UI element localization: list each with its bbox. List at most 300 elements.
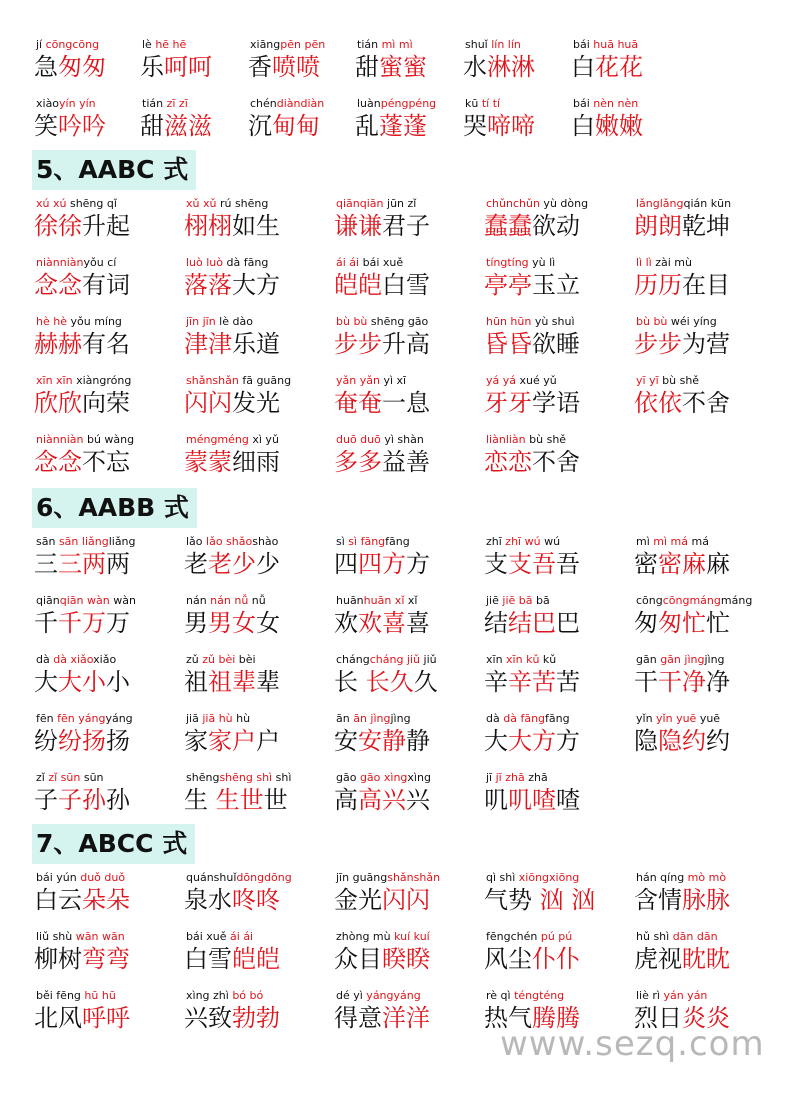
plain-segment: 香 [248,53,272,81]
highlight-segment: hē hē [151,38,187,51]
plain-segment: bái xuě [186,930,227,943]
highlight-segment: 祖辈 [208,668,256,696]
plain-segment: 金光 [334,886,382,914]
plain-segment: 四 [334,550,358,578]
highlight-segment: 闪闪 [184,389,232,417]
highlight-segment: 奄奄 [334,389,382,417]
section-heading: 7、ABCC 式 [32,824,195,864]
plain-segment: rú shēng [216,197,269,210]
hanzi-line [34,447,130,477]
plain-segment: cháng [336,653,370,666]
highlight-segment: 高兴 [358,786,406,814]
plain-segment: bù shě [525,433,567,446]
section-heading: 5、AABC 式 [32,150,196,190]
plain-segment: xiǎo [93,653,117,666]
plain-segment: zhī [486,535,502,548]
plain-segment: tián [357,38,379,51]
plain-segment: 沉 [248,112,272,140]
pinyin-line [486,256,555,270]
highlight-segment: cōngcōng [42,38,100,51]
plain-segment: 叽 [484,786,508,814]
highlight-segment: 落落 [184,271,232,299]
pinyin-line [36,97,96,111]
highlight-segment: 生世 [215,786,264,814]
highlight-segment: zī zī [163,97,188,110]
plain-segment: 众目 [334,945,382,973]
hanzi-line [34,388,130,418]
highlight-segment: 密麻 [658,550,706,578]
watermark: www.sezq.com [500,1024,765,1064]
pinyin-line [336,771,431,785]
plain-segment: 欢 [334,609,358,637]
hanzi-line [463,52,535,82]
plain-segment: zǔ [186,653,199,666]
highlight-segment: dà xiǎo [49,653,94,666]
plain-segment: zài mù [651,256,692,269]
highlight-segment: 花花 [595,53,643,81]
pinyin-line [486,653,556,667]
highlight-segment: huā huā [589,38,639,51]
hanzi-line [184,1003,280,1033]
highlight-segment: mì mì [378,38,413,51]
highlight-segment: 纷扬 [58,727,106,755]
pinyin-line [336,989,421,1003]
plain-segment: shào [252,535,279,548]
highlight-segment: 啼啼 [487,112,535,140]
plain-segment: qián kūn [683,197,732,210]
pinyin-line [36,871,125,885]
pinyin-line [336,712,411,726]
plain-segment: zhòng mù [336,930,391,943]
highlight-segment: wān wān [72,930,125,943]
hanzi-line [34,270,130,300]
plain-segment: 笑 [34,112,58,140]
highlight-segment: 欣欣 [34,389,82,417]
highlight-segment: tí tí [478,97,501,110]
pinyin-line [636,712,720,726]
plain-segment: xīn [486,653,503,666]
plain-segment: dà [36,653,50,666]
highlight-segment: 步步 [634,330,682,358]
pinyin-line [186,989,263,1003]
pinyin-line [357,97,436,111]
plain-segment: qiān [36,594,60,607]
highlight-segment: 汹 汹 [532,886,596,914]
pinyin-line [465,38,521,52]
plain-segment: 急 [34,53,58,81]
plain-segment: bái yún [36,871,77,884]
plain-segment: wú [540,535,561,548]
plain-segment: dà fāng [223,256,269,269]
phrase-row [0,374,800,434]
highlight-segment: bó bó [228,989,264,1002]
pinyin-line [36,594,136,608]
plain-segment: 麻 [706,550,730,578]
plain-segment: 有词 [82,271,130,299]
pinyin-line [573,38,638,52]
plain-segment: liǎng [108,535,136,548]
plain-segment: 密 [634,550,658,578]
hanzi-line [34,608,130,638]
plain-segment: 白 [571,112,595,140]
highlight-segment: péngpéng [380,97,437,110]
highlight-segment: 睽睽 [382,945,430,973]
plain-segment: quánshuǐ [186,871,237,884]
highlight-segment: yín yín [59,97,96,110]
hanzi-line [334,608,430,638]
pinyin-line [186,197,268,211]
pinyin-line [336,871,440,885]
plain-segment: 柳树 [34,945,82,973]
highlight-segment: 栩栩 [184,212,232,240]
plain-segment: shēng [186,771,220,784]
hanzi-line [634,667,730,697]
plain-segment: bái [573,97,590,110]
plain-segment: 风尘 [484,945,532,973]
pinyin-line [142,97,188,111]
plain-segment: jīn guāng [336,871,388,884]
phrase-row [0,871,800,931]
pinyin-line [486,712,570,726]
plain-segment: 安 [334,727,358,755]
pinyin-line [336,930,430,944]
plain-segment: 乐 [140,53,164,81]
plain-segment: má [688,535,709,548]
highlight-segment: shǎnshǎn [387,871,441,884]
phrase-row [0,197,800,257]
highlight-segment: qiānqiān [336,197,384,210]
plain-segment: 含情 [634,886,682,914]
highlight-segment: 支吾 [508,550,556,578]
plain-segment: cōng [636,594,663,607]
highlight-segment: 喷喷 [272,53,320,81]
highlight-segment: diàndiàn [276,97,325,110]
plain-segment: 女 [256,609,280,637]
highlight-segment: dān dān [669,930,718,943]
plain-segment: 两 [106,550,130,578]
pinyin-line [186,653,256,667]
highlight-segment: dōngdōng [236,871,292,884]
plain-segment: 甜 [140,112,164,140]
hanzi-line [484,667,580,697]
plain-segment: 学语 [532,389,580,417]
plain-segment: 隐 [634,727,658,755]
plain-segment: sì [336,535,345,548]
plain-segment: 万 [106,609,130,637]
pinyin-line [636,594,752,608]
hanzi-line [484,329,580,359]
pinyin-line [186,771,291,785]
pinyin-line [465,97,500,111]
hanzi-line [334,1003,430,1033]
highlight-segment: ān jìng [349,712,391,725]
plain-segment: 匆 [634,609,658,637]
hanzi-line [184,549,280,579]
highlight-segment: bù bù [336,315,368,328]
plain-segment: 祖 [184,668,208,696]
plain-segment: xué yǔ [516,374,557,387]
highlight-segment: 津津 [184,330,232,358]
pinyin-line [636,653,725,667]
highlight-segment: 大小 [58,668,106,696]
plain-segment: fāng [385,535,410,548]
plain-segment: 发光 [232,389,280,417]
plain-segment: dà [486,712,500,725]
plain-segment: fā guāng [238,374,292,387]
plain-segment: wéi yíng [667,315,717,328]
plain-segment: 老 [184,550,208,578]
highlight-segment: 甸甸 [272,112,320,140]
hanzi-line [634,388,730,418]
hanzi-line [355,111,427,141]
highlight-segment: sì fāng [344,535,386,548]
highlight-segment: 嫩嫩 [595,112,643,140]
plain-segment: jiǔ [420,653,437,666]
plain-segment: běi fēng [36,989,81,1002]
highlight-segment: 辛苦 [508,668,556,696]
phrase-row [0,594,800,654]
plain-segment: máng [720,594,753,607]
highlight-segment: sān liǎng [55,535,109,548]
plain-segment: hán qíng [636,871,685,884]
phrase-row [0,712,800,772]
highlight-segment: 结巴 [508,609,556,637]
highlight-segment: jiā hù [198,712,233,725]
hanzi-line [34,885,130,915]
highlight-segment: 念念 [34,448,82,476]
highlight-segment: shǎnshǎn [186,374,239,387]
highlight-segment: 呼呼 [82,1004,130,1032]
plain-segment: sān [36,535,56,548]
hanzi-line [334,549,430,579]
highlight-segment: mì má [649,535,689,548]
pinyin-line [336,594,417,608]
plain-segment: 净 [706,668,730,696]
highlight-segment: 腾腾 [532,1004,580,1032]
plain-segment: wàn [109,594,136,607]
plain-segment: kū [465,97,479,110]
pinyin-line [336,256,403,270]
plain-segment: liè rì [636,989,660,1002]
hanzi-line [334,447,430,477]
plain-segment: 升起 [82,212,130,240]
plain-segment: xiào [36,97,60,110]
plain-segment: 气势 [484,886,532,914]
highlight-segment: hè hè [36,315,67,328]
highlight-segment: 欢喜 [358,609,406,637]
pinyin-line [186,374,291,388]
plain-segment: xì yǔ [248,433,279,446]
highlight-segment: jī zhā [492,771,525,784]
plain-segment: 方 [406,550,430,578]
highlight-segment: 皑皑 [334,271,382,299]
hanzi-line [184,270,280,300]
hanzi-line [184,885,280,915]
hanzi-line [634,608,730,638]
plain-segment: 支 [484,550,508,578]
highlight-segment: duō duō [336,433,381,446]
plain-segment: 向荣 [82,389,130,417]
plain-segment: sūn [80,771,104,784]
hanzi-line [484,270,580,300]
highlight-segment: téngténg [510,989,565,1002]
pinyin-line [186,871,292,885]
plain-segment: rè qì [486,989,511,1002]
pinyin-line [336,315,428,329]
hanzi-line [34,329,130,359]
hanzi-line [184,388,280,418]
highlight-segment: hūn hūn [486,315,532,328]
highlight-segment: qiān wàn [59,594,110,607]
plain-segment: 三 [34,550,58,578]
plain-segment: shēng gāo [367,315,429,328]
highlight-segment: 牙牙 [484,389,532,417]
plain-segment: lǎo [186,535,203,548]
highlight-segment: 亭亭 [484,271,532,299]
highlight-segment: bù bù [636,315,668,328]
plain-segment: 乾坤 [682,212,730,240]
highlight-segment: cháng jiǔ [369,653,421,666]
hanzi-line [140,52,212,82]
plain-segment: jí [36,38,43,51]
plain-segment: qì shì [486,871,516,884]
plain-segment: bù shě [658,374,700,387]
hanzi-line [634,329,730,359]
pinyin-line [336,197,416,211]
highlight-segment: 步步 [334,330,382,358]
highlight-segment: 隐约 [658,727,706,755]
hanzi-line [184,667,280,697]
pinyin-line [36,712,133,726]
highlight-segment: 子孙 [58,786,106,814]
hanzi-line [334,944,430,974]
highlight-segment: 依依 [634,389,682,417]
plain-segment: xìng [407,771,431,784]
plain-segment: gāo [336,771,357,784]
hanzi-line [34,944,130,974]
highlight-segment: 皑皑 [232,945,280,973]
plain-segment: 泉水 [184,886,232,914]
plain-segment: bú wàng [83,433,135,446]
hanzi-line [34,549,130,579]
hanzi-line [334,388,430,418]
highlight-segment: 滋滋 [164,112,212,140]
plain-segment: bái xuě [359,256,404,269]
phrase-row [0,256,800,316]
plain-segment: nán [186,594,207,607]
plain-segment: 大 [484,727,508,755]
highlight-segment: lín lín [487,38,521,51]
plain-segment: 一息 [382,389,430,417]
highlight-segment: niànniàn [36,256,84,269]
plain-segment: hù [232,712,251,725]
hanzi-line [34,111,106,141]
highlight-segment: 家户 [208,727,256,755]
plain-segment: 忙 [706,609,730,637]
highlight-segment: liànliàn [486,433,526,446]
highlight-segment: 三两 [58,550,106,578]
plain-segment: 在目 [682,271,730,299]
highlight-segment: 赫赫 [34,330,82,358]
highlight-segment: 吟吟 [58,112,106,140]
pinyin-line [36,197,117,211]
highlight-segment: 仆仆 [532,945,580,973]
phrase-row [0,535,800,595]
highlight-segment: 呵呵 [164,53,212,81]
highlight-segment: 闪闪 [382,886,430,914]
pinyin-line [573,97,638,111]
plain-segment: yǒu cí [83,256,117,269]
plain-segment: 如生 [232,212,280,240]
hanzi-line [248,111,320,141]
highlight-segment: gāo xìng [356,771,408,784]
plain-segment: bā [532,594,550,607]
plain-segment: lè dào [215,315,253,328]
highlight-segment: lǎo shǎo [202,535,253,548]
plain-segment: 扬 [106,727,130,755]
pinyin-line [636,871,726,885]
plain-segment: yǐn [636,712,653,725]
plain-segment: liǔ shù [36,930,73,943]
hanzi-line [184,329,280,359]
plain-segment: 乐道 [232,330,280,358]
highlight-segment: yǎn yǎn [336,374,380,387]
highlight-segment: lǎnglǎng [636,197,684,210]
highlight-segment: 男女 [208,609,256,637]
highlight-segment: lì lì [636,256,652,269]
hanzi-line [571,52,643,82]
pinyin-line [36,989,116,1003]
phrase-row [0,930,800,990]
pinyin-line [250,38,325,52]
highlight-segment: 蒙蒙 [184,448,232,476]
plain-segment: 玉立 [532,271,580,299]
highlight-segment: pú pú [537,930,573,943]
highlight-segment: duǒ duǒ [76,871,126,884]
pinyin-line [36,535,136,549]
plain-segment: lè [142,38,152,51]
hanzi-line [571,111,643,141]
pinyin-line [186,712,250,726]
plain-segment: 辈 [256,668,280,696]
plain-segment: 喳 [556,786,580,814]
plain-segment: 少 [256,550,280,578]
plain-segment: 兴 [406,786,430,814]
hanzi-line [484,388,580,418]
highlight-segment: 叽喳 [508,786,556,814]
highlight-segment: mò mò [684,871,727,884]
phrase-row [0,97,800,157]
plain-segment: 不忘 [82,448,130,476]
plain-segment: nǚ [248,594,266,607]
plain-segment: bèi [235,653,256,666]
hanzi-line [34,1003,130,1033]
plain-segment: 纷 [34,727,58,755]
plain-segment: 不舍 [682,389,730,417]
pinyin-line [186,315,253,329]
highlight-segment: 历历 [634,271,682,299]
highlight-segment: xīn xīn [36,374,73,387]
pinyin-line [486,594,550,608]
plain-segment: 长 [334,668,366,696]
plain-segment: 兴致 [184,1004,232,1032]
pinyin-line [486,871,579,885]
plain-segment: fēngchén [486,930,538,943]
plain-segment: jī [486,771,493,784]
pinyin-line [486,197,588,211]
hanzi-line [634,549,730,579]
plain-segment: chén [250,97,277,110]
